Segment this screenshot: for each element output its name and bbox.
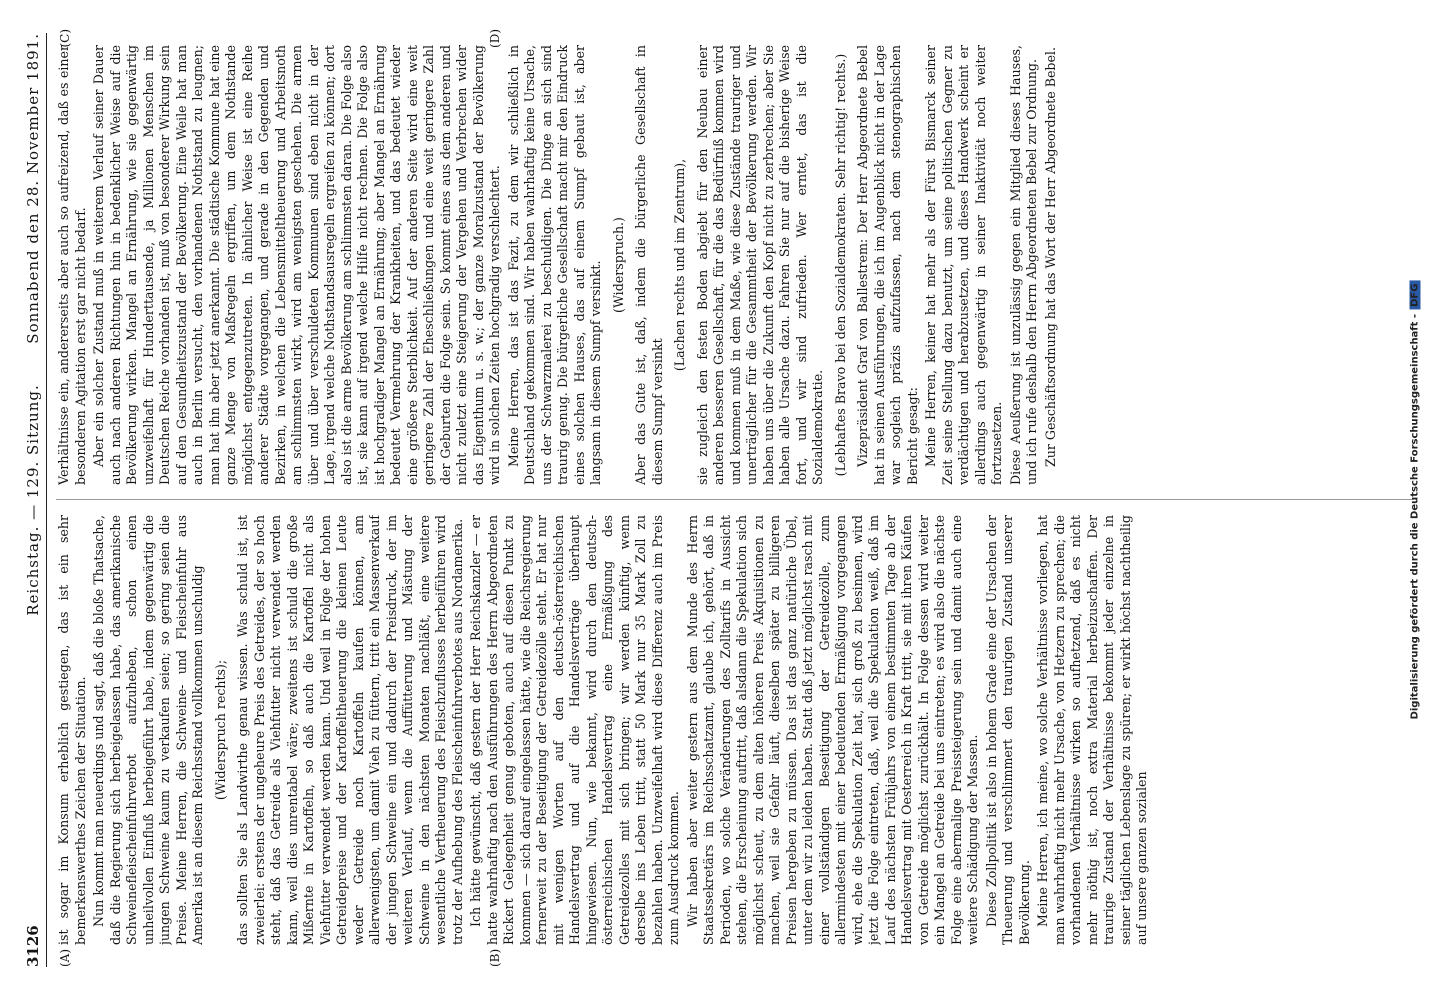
interjection: (Widerspruch.) [610,217,626,313]
paragraph: Meine Herren, das ist das Fazit, zu dem wir schließlich in Deutschland gekommen sind. Wir haben wahrhaftig keine Ursache, uns der Schwarzmalerei zu beschuldigen. Die Dinge an sich sind traurig genug. Die bürgerliche Gesellschaft macht mir den Eindruck eines solchen Hauses, das auf einem Sumpf gebaut ist, aber langsam in diesem Sumpf versinkt. [505,45,603,485]
interjection: (Lebhaftes Bravo bei den Sozialdemokraten. Sehr richtig! rechts.) [832,53,848,477]
margin-letter-c: (C) [58,29,72,48]
margin-letter-b: (B) [488,948,502,967]
paragraph: Aber ein solcher Zustand muß in weiterem Verlauf seiner Dauer auch nach anderen Richtungen hin in bedenklicher Weise auf die Bevölkerung wirken. Mangel an Ernährung, wie sie gegenwärtig unzweifelhaft für Hunderttausende, ja Millionen Menschen im Deutschen Reiche vorhanden ist, muß von besonderer Wirkung sein auf den Gesundheitszustand der Bevölkerung. Eine Weile hat man auch in Berlin versucht, den vorhandenen Nothstand zu leugnen; man hat ihn aber jetzt anerkannt. Die städtische Kommune hat eine ganze Menge von Maßregeln ergriffen, um dem Nothstande möglichst entgegenzutreten. In ähnlicher Weise ist eine Reihe anderer Städte vorgegangen, und gerade in den Gegenden und Bezirken, in welchen die Lebensmitteltheuerung und Arbeitsnoth am schlimmsten wirkt, wird am wenigsten geschehen. Die armen über und über verschuldeten Kommunen sind eben nicht in der Lage, irgend welche Nothstandsausregeln ergreifen zu können; dort also ist die arme Bevölkerung am schlimmsten daran. Die Folge also ist, sie kann auf irgend welche Hilfe nicht rechnen. Die Folge also ist hochgradiger Mangel an Ernährung; aber Mangel an Ernährung bedeutet Vermehrung der Krankheiten, und das bedeutet wieder eine größere Sterblichkeit. Auf der anderen Seite wird eine weit geringere Zahl der Eheschließungen und eine weit geringere Zahl der Geburten die Folge sein. So kommt eines aus dem anderen und nicht zuletzt eine Steigerung der Vergehen und Verbrechen wider das Eigenthum u. s. w.; der ganze Moralzustand der Bevölkerung wird in solchen Zeiten hochgradig verschlechtert. [91,45,502,485]
digitization-credit [1402,8,1428,992]
margin-letter-a: (A) [58,948,72,967]
page-header [18,33,47,967]
page-number: 3126 [24,925,42,967]
paragraph: Diese Aeußerung ist unzulässig gegen ein Mitglied dieses Hauses, und ich rufe deshalb den Herrn Abgeordneten Bebel zur Ordnung. [1007,45,1039,485]
paragraph: sie zugleich den festen Boden abgiebt für den Neubau einer anderen besseren Gesellschaft, für die das Bedürfniß kommen wird und kommen muß in dem Maße, wie diese Zustände trauriger und unerträglicher für die Gesammtheit der Bevölkerung werden. Wir haben uns über die Zukunft den Kopf nicht zu zerbrechen; aber Sie haben alle Ursache dazu. Fahren Sie nur auf die bisherige Weise fort, und wir sind zufrieden. Wer erntet, das ist die Sozialdemokratie. [694,45,825,485]
paragraph: das sollten Sie als Landwirthe genau wissen. Was schuld ist, ist zweierlei: erstens der ungeheure Preis des Getreides, der so hoch steht, daß das Getreide als Viehfutter nicht verwendet werden kann, weil dies unrentabel wäre; zweitens ist schuld die große Mißernte in Kartoffeln, so daß auch die Kartoffel nicht als Viehfutter verwendet werden kann. Und weil in Folge der hohen Getreidepreise und der Kartoffeltheuerung die kleinen Leute weder Getreide noch Kartoffeln kaufen können, am allerwenigsten, um damit Vieh zu füttern, tritt ein Massenverkauf der jungen Schweine ein und dadurch der Preisdruck, der im weiteren Verlauf, wenn die Auffütterung und Mästung der Schweine in den nächsten Monaten nachläßt, eine weitere wesentliche Vertheuerung des Fleischzuflusses herbeiführen wird trotz der Aufhebung des Fleischeinfuhrverbotes aus Nordamerika. [235,515,465,945]
session-date: Sonnabend den 28. November 1891. [24,33,42,344]
right-column [56,45,1414,485]
margin-letter-d: (D) [488,29,502,48]
dfg-logo: DFG [1410,281,1421,310]
session-title: Reichstag. — 129. Sitzung. [24,384,42,616]
paragraph: Wir haben aber weiter gestern aus dem Munde des Herrn Staatssekretärs im Reichsschatzamt, glaube ich, gehört, daß in Perioden, wo solche Veränderungen des Zolltarifs in Aussicht stehen, die Erscheinung auftritt, daß alsdann die Spekulation sich möglichst scheut, zu dem alten höheren Preis Akquisitionen zu machen, weil sie Gefahr läuft, dieselben später zu billigeren Preisen hergeben zu müssen. Das ist das ganz natürliche Übel, unter dem wir zu leiden haben. Statt daß jetzt möglichst rasch mit einer vollständigen Beseitigung der Getreidezölle, zum allermindesten mit einer bedeutenden Ermäßigung vorgegangen wird, ehe die Spekulation Zeit hat, sich groß zu besinnen, wird jetzt die Folge eintreten, daß, weil die Spekulation weiß, daß im Lauf des nächsten Frühjahrs von einem bestimmten Tage ab der Handelsvertrag mit Oesterreich in Kraft tritt, sie mit ihren Käufen von Getreide möglichst zurückhält. In Folge dessen wird weiter ein Mangel an Getreide bei uns eintreten; es wird also die nächste Folge eine abermalige Preissteigerung sein und damit auch eine weitere Schädigung der Massen. [684,515,980,945]
paragraph: Meine Herren, ich meine, wo solche Verhältnisse vorliegen, hat man wahrhaftig nicht mehr Ursache, von Hetzern zu sprechen; die vorhandenen Verhältnisse wirken so aufhetzend, daß es nicht mehr nöthig ist, noch extra Material herbeizuschaffen. Der traurige Zustand der Verhältnisse bekommt jeder einzelne in seiner täglichen Lebenslage zu spüren; er wirkt höchst nachtheilig auf unsere ganzen sozialen [1035,515,1149,945]
paragraph: Diese Zollpolitik ist also in hohem Grade eine der Ursachen der Theuerung und verschlimmert den traurigen Zustand unserer Bevölkerung. [983,515,1032,945]
paragraph: Zur Geschäftsordnung hat das Wort der Herr Abgeordnete Bebel. [1042,47,1058,467]
credit-text: Digitalisierung gefördert durch die Deutsche Forschungsgemeinschaft - [1409,313,1421,720]
column-divider [56,499,1414,500]
interjection: (Lachen rechts und im Zentrum), [672,158,687,372]
paragraph: Ich hätte gewünscht, daß gestern der Herr Reichskanzler — er hatte wahrhaftig nach den Ausführungen des Herrn Abgeordneten Rickert Gelegenheit genug geboten, auch auf diesen Punkt zu kommen — sich darauf eingelassen hätte, wie die Reichsregierung fernerweit zu der Beseitigung der Getreidezölle steht. Er hat nur mit wenigen Worten auf den deutsch-österreichischen Handelsvertrag und auf die Handelsverträge überhaupt hingewiesen. Nun, wie bekannt, wird durch den deutsch-österreichischen Handelsvertrag eine Ermäßigung des Getreidezolles mit sich bringen; wir werden künftig, wenn derselbe ins Leben tritt, statt 50 Mark nur 35 Mark Zoll zu bezahlen haben. Unzweifelhaft wird diese Differenz auch im Preis zum Ausdruck kommen. [468,515,681,945]
rotated-document [10,25,1422,975]
paragraph: Vizepräsident Graf von Ballestrem: Der Herr Abgeordnete Bebel hat in seinen Ausführungen, die ich im Augenblick nicht in der Lage war sogleich präzis aufzufassen, nach dem stenographischen Bericht gesagt: [855,45,920,485]
paragraph: Nun kommt man neuerdings und sagt, daß die bloße Thatsache, daß die Regierung sich herbeigelassen habe, das amerikanische Schweinefleischeinfuhrverbot aufzuheben, schon einen unheilvollen Einfluß herbeigeführt habe, indem gegenwärtig die jungen Schweine kaum zu verkaufen seien; so gering seien die Preise. Meine Herren, die Schweine- und Fleischeinfuhr aus Amerika ist an diesem Reichsstand vollkommen unschuldig [91,515,205,945]
left-column [56,515,1414,945]
quotation: Meine Herren, keiner hat mehr als der Fürst Bismarck seiner Zeit seine Stellung dazu benutzt, um seine politischen Gegner zu verdächtigen und herabzusetzen, und dieses Handwerk scheint er allerdings auch gegenwärtig in seiner Inaktivität noch weiter fortzusetzen. [923,45,1004,485]
paragraph: Verhältnisse ein, andererseits aber auch so aufreizend, daß es einer besonderen Agitation erst gar nicht bedarf. [56,45,88,485]
paragraph: ist sogar im Konsum erheblich gestiegen, das ist ein sehr bemerkenswerthes Zeichen der Situation. [56,515,88,945]
paragraph: Aber das Gute ist, daß, indem die bürgerliche Gesellschaft in diesem Sumpf versinkt [633,45,665,485]
credit-text-wrapper [1410,281,1421,720]
interjection: (Widerspruch rechts); [212,659,228,801]
document-body [10,25,1422,975]
